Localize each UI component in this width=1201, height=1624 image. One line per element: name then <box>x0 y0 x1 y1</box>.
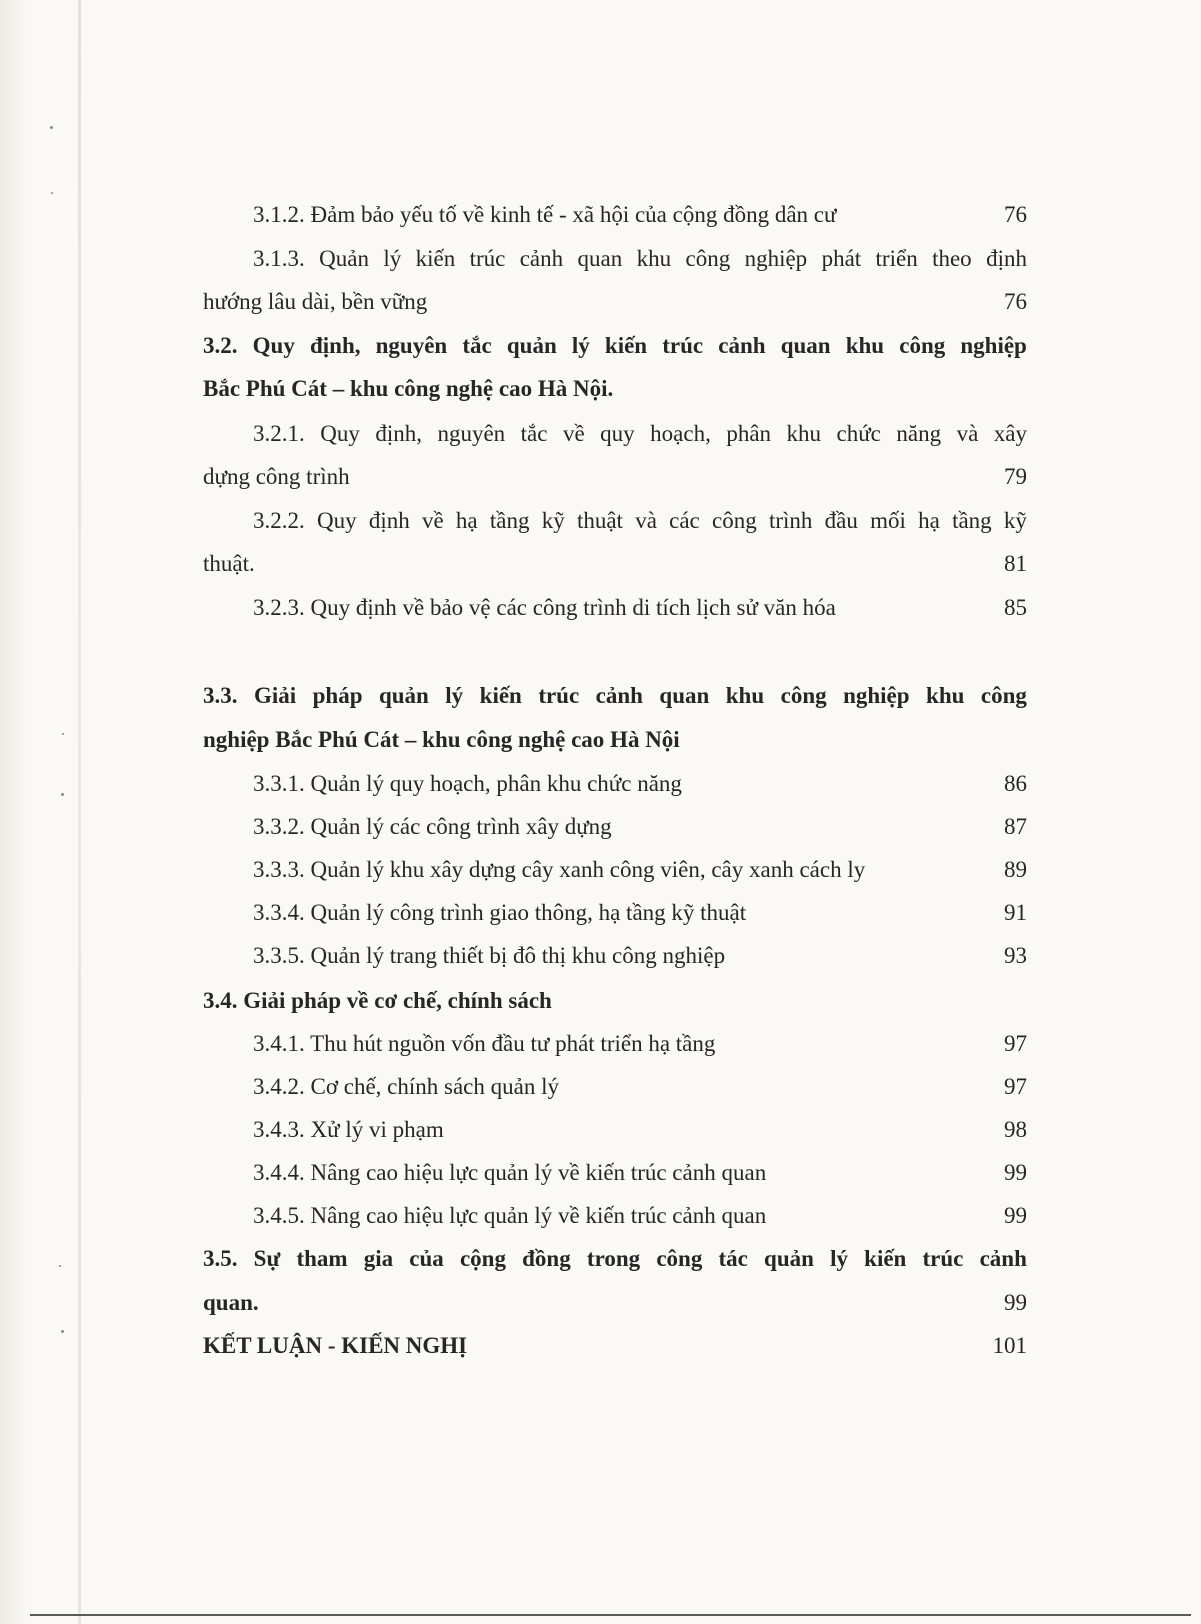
toc-page-number: 89 <box>1004 857 1027 882</box>
toc-title-word: nguyên <box>375 333 448 358</box>
toc-page-number: 99 <box>1004 1290 1027 1315</box>
toc-section-title-line2: Bắc Phú Cát – khu công nghệ cao Hà Nội. <box>203 376 614 401</box>
toc-entry-3-2-1[interactable] <box>203 422 1027 452</box>
toc-title-word: công <box>980 683 1027 708</box>
toc-title-word: khu <box>786 421 822 446</box>
toc-title-word: quan <box>780 333 831 358</box>
toc-title-word: phân <box>726 421 772 446</box>
toc-entry-3-3-2[interactable] <box>203 815 1027 845</box>
scan-speck <box>61 1330 64 1333</box>
toc-page-number: 98 <box>1004 1117 1027 1142</box>
toc-title-word: cộng <box>459 1246 506 1271</box>
toc-title-word: 3.2.1. <box>253 421 305 446</box>
toc-title-word: 3.2. <box>203 333 238 358</box>
toc-title-word: khu <box>926 683 965 708</box>
toc-entry-3-4-2[interactable] <box>203 1075 1027 1105</box>
toc-title-word: và <box>635 508 657 533</box>
toc-title-word: trong <box>586 1246 641 1271</box>
toc-title-word: của <box>409 1246 444 1271</box>
toc-entry-3-3-3[interactable] <box>203 858 1027 888</box>
toc-title-word: về <box>562 421 585 446</box>
toc-title-word: lý <box>571 333 590 358</box>
toc-section-3-5[interactable] <box>203 1247 1027 1277</box>
toc-page-number: 101 <box>992 1333 1027 1358</box>
toc-title-word: quản <box>764 1246 814 1271</box>
scan-speck <box>59 1265 61 1267</box>
toc-entry-3-2-1-cont <box>203 465 1027 495</box>
toc-title-word: triển <box>875 246 918 271</box>
toc-title-word: phát <box>821 246 862 271</box>
toc-entry-title: 3.1.2. Đảm bảo yếu tố về kinh tế - xã hội của cộng đồng dân cư <box>253 202 837 227</box>
toc-title-word: chức <box>836 421 881 446</box>
toc-title-word: quan <box>577 246 623 271</box>
toc-title-word: trúc <box>922 1246 964 1271</box>
toc-section-title: 3.4. Giải pháp về cơ chế, chính sách <box>203 988 552 1013</box>
toc-title-word: quan <box>659 683 710 708</box>
toc-title-word: công <box>685 246 731 271</box>
toc-title-word: tham <box>296 1246 348 1271</box>
toc-entry-title-line2: dựng công trình <box>203 464 350 489</box>
toc-section-3-3-cont <box>203 728 1027 758</box>
page-bottom-edge <box>30 1614 1191 1616</box>
toc-entry-3-1-2[interactable] <box>203 203 1027 233</box>
toc-entry-3-1-3-cont <box>203 290 1027 320</box>
toc-title-word: nguyên <box>437 421 506 446</box>
toc-title-word: lý <box>445 683 464 708</box>
toc-title-word: tầng <box>489 508 530 533</box>
toc-title-word: khu <box>845 333 885 358</box>
toc-title-word: xây <box>993 421 1027 446</box>
toc-title-word: kiến <box>415 246 456 271</box>
toc-title-word: trúc <box>662 333 704 358</box>
toc-entry-3-4-1[interactable] <box>203 1032 1027 1062</box>
toc-section-title-line1 <box>203 334 1027 358</box>
toc-entry-title: 3.4.5. Nâng cao hiệu lực quản lý về kiến trúc cảnh quan <box>253 1203 767 1228</box>
toc-title-word: định, <box>309 333 361 358</box>
toc-entry-3-3-1[interactable] <box>203 772 1027 802</box>
toc-title-word: khu <box>636 246 672 271</box>
toc-title-word: lý <box>830 1246 848 1271</box>
toc-title-word: Quy <box>252 333 295 358</box>
toc-entry-title-line1 <box>253 509 1027 533</box>
toc-entry-title: 3.3.1. Quản lý quy hoạch, phân khu chức năng <box>253 771 682 796</box>
toc-title-word: 3.1.3. <box>253 246 305 271</box>
toc-page-number: 91 <box>1004 900 1027 925</box>
toc-entry-3-2-2[interactable] <box>203 509 1027 539</box>
toc-page-number: 93 <box>1004 943 1027 968</box>
toc-title-word: kỹ <box>1003 508 1027 533</box>
toc-page-number: 86 <box>1004 771 1027 796</box>
toc-entry-3-3-5[interactable] <box>203 944 1027 974</box>
binding-shadow <box>0 0 28 1624</box>
toc-title-word: trúc <box>469 246 506 271</box>
toc-title-word: kỹ <box>541 508 565 533</box>
toc-title-word: đồng <box>522 1246 571 1271</box>
toc-entry-title-line2: hướng lâu dài, bền vững <box>203 289 428 314</box>
toc-section-title-line1 <box>203 684 1027 708</box>
toc-entry-title: 3.4.4. Nâng cao hiệu lực quản lý về kiến trúc cảnh quan <box>253 1160 767 1185</box>
toc-section-title-line1 <box>203 1247 1027 1271</box>
toc-entry-3-4-4[interactable] <box>203 1161 1027 1191</box>
toc-entry-title: 3.3.5. Quản lý trang thiết bị đô thị khu công nghiệp <box>253 943 726 968</box>
toc-title-word: cảnh <box>519 246 564 271</box>
toc-entry-title: 3.2.3. Quy định về bảo vệ các công trình di tích lịch sử văn hóa <box>253 595 836 620</box>
toc-entry-3-3-4[interactable] <box>203 901 1027 931</box>
toc-title-word: thuật <box>576 508 623 533</box>
toc-title-word: công <box>712 508 757 533</box>
toc-title-word: hoạch, <box>650 421 711 446</box>
toc-title-word: định <box>368 508 410 533</box>
toc-entry-conclusion[interactable] <box>203 1334 1027 1364</box>
toc-title-word: quy <box>600 421 635 446</box>
toc-entry-title-line2: thuật. <box>203 551 255 576</box>
toc-title-word: hạ <box>918 508 940 533</box>
toc-title-word: Quản <box>319 246 369 271</box>
toc-page-number: 85 <box>1004 595 1027 620</box>
toc-entry-title-line1 <box>253 422 1027 446</box>
scan-speck <box>51 192 53 194</box>
toc-section-title-line2: nghiệp Bắc Phú Cát – khu công nghệ cao Hà Nội <box>203 727 680 752</box>
toc-title-word: năng <box>896 421 942 446</box>
toc-title-word: đầu <box>824 508 858 533</box>
toc-entry-3-4-5[interactable] <box>203 1204 1027 1234</box>
toc-title-word: công <box>656 1246 703 1271</box>
toc-section-title: KẾT LUẬN - KIẾN NGHỊ <box>203 1333 468 1358</box>
toc-title-word: định <box>986 246 1027 271</box>
toc-entry-title: 3.3.3. Quản lý khu xây dựng cây xanh công viên, cây xanh cách ly <box>253 857 866 882</box>
toc-page-number: 99 <box>1004 1203 1027 1228</box>
toc-title-word: quản <box>378 683 429 708</box>
toc-title-word: Giải <box>253 683 297 708</box>
toc-title-word: theo <box>932 246 972 271</box>
toc-section-3-2-cont <box>203 377 1027 407</box>
toc-page-number: 79 <box>1004 464 1027 489</box>
toc-title-word: Sự <box>253 1246 281 1271</box>
toc-title-word: khu <box>725 683 765 708</box>
toc-title-word: pháp <box>312 683 363 708</box>
toc-title-word: trúc <box>538 683 580 708</box>
toc-title-word: 3.2.2. <box>253 508 305 533</box>
toc-entry-title: 3.4.3. Xử lý vi phạm <box>253 1117 444 1142</box>
toc-entry-3-2-2-cont <box>203 552 1027 582</box>
toc-section-3-5-cont <box>203 1291 1027 1321</box>
toc-title-word: nghiệp <box>744 246 808 271</box>
toc-title-word: và <box>956 421 979 446</box>
toc-section-3-4[interactable] <box>203 989 1027 1019</box>
toc-title-word: 3.3. <box>203 683 238 708</box>
toc-title-word: cảnh <box>595 683 643 708</box>
scan-speck <box>62 733 64 735</box>
toc-title-word: gia <box>363 1246 394 1271</box>
toc-entry-title: 3.4.1. Thu hút nguồn vốn đầu tư phát triển hạ tầng <box>253 1031 716 1056</box>
toc-title-word: mối <box>870 508 906 533</box>
toc-title-word: công <box>780 683 827 708</box>
toc-page-number: 81 <box>1004 551 1027 576</box>
toc-title-word: quản <box>506 333 557 358</box>
toc-title-word: kiến <box>864 1246 907 1271</box>
scan-speck <box>50 126 53 129</box>
toc-entry-3-4-3[interactable] <box>203 1118 1027 1148</box>
toc-title-word: công <box>899 333 946 358</box>
toc-page-number: 99 <box>1004 1160 1027 1185</box>
toc-page-number: 97 <box>1004 1074 1027 1099</box>
toc-entry-title-line1 <box>253 247 1027 271</box>
toc-title-word: cảnh <box>718 333 766 358</box>
toc-page-number: 76 <box>1004 202 1027 227</box>
toc-title-word: cảnh <box>979 1246 1027 1271</box>
toc-entry-title: 3.4.2. Cơ chế, chính sách quản lý <box>253 1074 559 1099</box>
toc-title-word: nghiệp <box>843 683 910 708</box>
toc-title-word: tầng <box>952 508 992 533</box>
toc-page-number: 97 <box>1004 1031 1027 1056</box>
toc-title-word: Quy <box>320 421 360 446</box>
toc-section-title-line2: quan. <box>203 1290 259 1315</box>
toc-title-word: kiến <box>479 683 522 708</box>
toc-section-3-2[interactable] <box>203 334 1027 364</box>
toc-title-word: trình <box>768 508 813 533</box>
toc-title-word: tắc <box>520 421 548 446</box>
toc-title-word: về <box>421 508 444 533</box>
toc-title-word: các <box>669 508 700 533</box>
toc-page-number: 87 <box>1004 814 1027 839</box>
toc-section-3-3[interactable] <box>203 684 1027 714</box>
toc-entry-title: 3.3.4. Quản lý công trình giao thông, hạ tầng kỹ thuật <box>253 900 747 925</box>
toc-title-word: định, <box>375 421 422 446</box>
toc-title-word: hạ <box>455 508 478 533</box>
toc-title-word: 3.5. <box>203 1246 238 1271</box>
toc-title-word: nghiệp <box>960 333 1027 358</box>
toc-entry-3-1-3[interactable] <box>203 247 1027 277</box>
toc-entry-title: 3.3.2. Quản lý các công trình xây dựng <box>253 814 612 839</box>
toc-title-word: lý <box>383 246 402 271</box>
scan-speck <box>61 793 64 796</box>
toc-title-word: tác <box>718 1246 748 1271</box>
toc-page-number: 76 <box>1004 289 1027 314</box>
toc-title-word: tắc <box>462 333 492 358</box>
toc-entry-3-2-3[interactable] <box>203 596 1027 626</box>
toc-title-word: kiến <box>604 333 648 358</box>
binding-edge <box>78 0 81 1624</box>
toc-title-word: Quy <box>316 508 357 533</box>
